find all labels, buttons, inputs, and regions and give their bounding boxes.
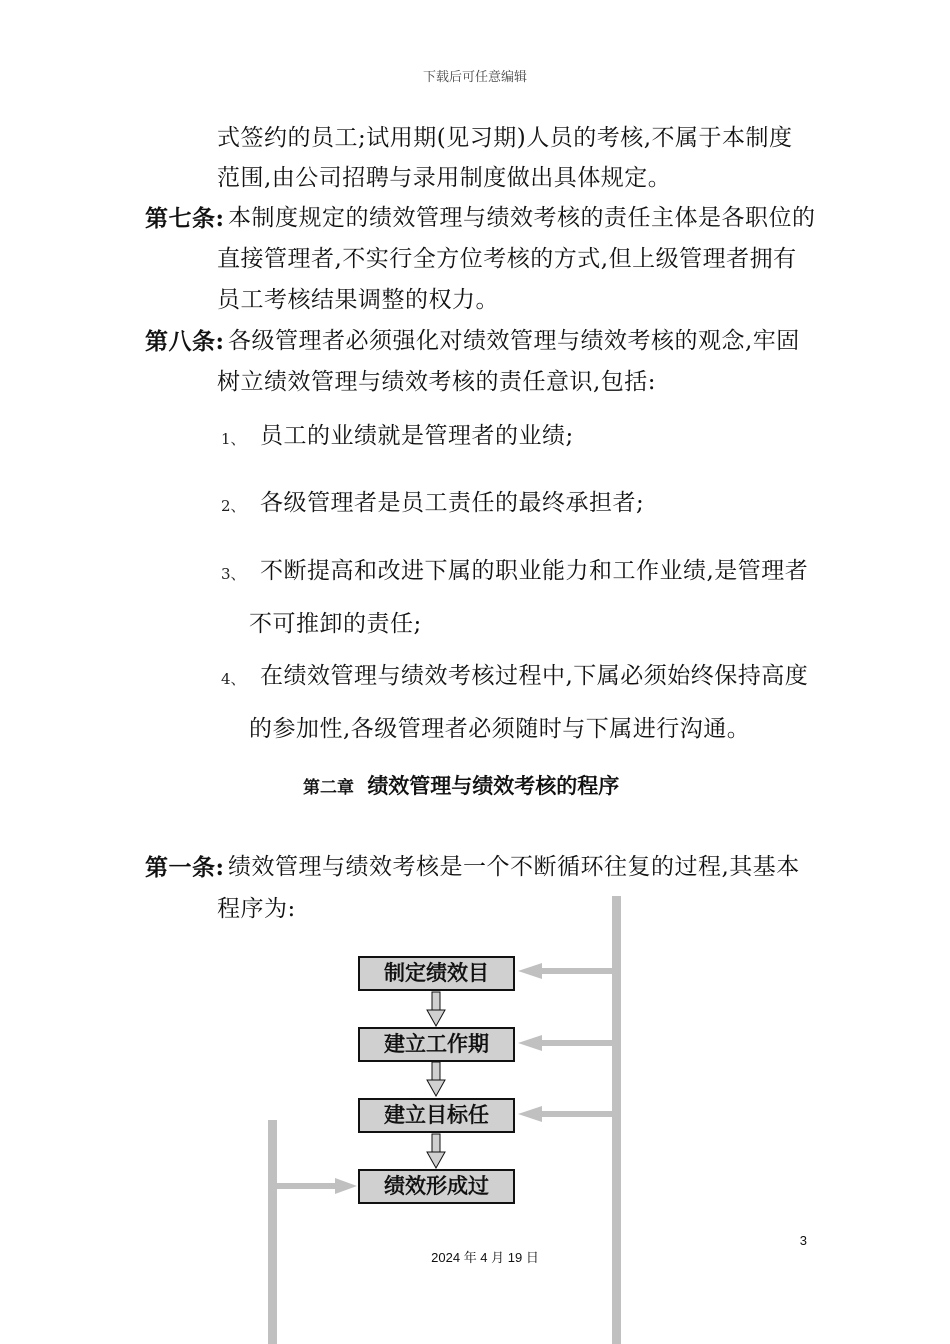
page-header: 下载后可任意编辑 bbox=[422, 70, 527, 85]
list-item: 员工的业绩就是管理者的业绩; bbox=[260, 423, 574, 449]
paragraph-line: 式签约的员工;试用期(见习期)人员的考核,不属于本制度 bbox=[217, 125, 793, 151]
list-number: 3、 bbox=[221, 565, 246, 583]
flow-step-1: 制定绩效目 bbox=[358, 956, 515, 991]
list-item: 各级管理者是员工责任的最终承担者; bbox=[260, 490, 645, 516]
list-number: 2、 bbox=[221, 497, 246, 515]
article-8-text: 树立绩效管理与绩效考核的责任意识,包括: bbox=[217, 369, 657, 395]
article-7-text: 员工考核结果调整的权力。 bbox=[217, 287, 499, 313]
footer-date: 2024 年 4 月 19 日 bbox=[431, 1250, 539, 1265]
list-item: 在绩效管理与绩效考核过程中,下属必须始终保持高度 bbox=[260, 663, 809, 689]
list-item: 不断提高和改进下属的职业能力和工作业绩,是管理者 bbox=[260, 558, 809, 584]
article-1-label: 第一条: bbox=[145, 854, 225, 881]
paragraph-line: 范围,由公司招聘与录用制度做出具体规定。 bbox=[217, 165, 672, 191]
article-8-label: 第八条: bbox=[145, 328, 225, 355]
article-7-label: 第七条: bbox=[145, 205, 225, 232]
list-number: 1、 bbox=[221, 430, 246, 448]
article-7-text: 本制度规定的绩效管理与绩效考核的责任主体是各职位的 bbox=[228, 205, 816, 231]
list-item: 不可推卸的责任; bbox=[249, 611, 422, 637]
article-7-text: 直接管理者,不实行全方位考核的方式,但上级管理者拥有 bbox=[217, 246, 797, 272]
page-number: 3 bbox=[799, 1233, 807, 1248]
article-1-text: 绩效管理与绩效考核是一个不断循环往复的过程,其基本 bbox=[228, 854, 800, 880]
arrow-left-icon bbox=[518, 1035, 613, 1051]
arrow-left-icon bbox=[518, 963, 613, 979]
arrow-down-icon bbox=[427, 1134, 445, 1168]
arrow-down-icon bbox=[427, 1062, 445, 1096]
arrow-down-icon bbox=[427, 992, 445, 1026]
article-8-text: 各级管理者必须强化对绩效管理与绩效考核的观念,牢固 bbox=[228, 328, 800, 354]
flow-step-3: 建立目标任 bbox=[358, 1098, 515, 1133]
list-number: 4、 bbox=[221, 670, 246, 688]
article-1-text: 程序为: bbox=[217, 896, 296, 922]
arrow-left-icon bbox=[518, 1106, 613, 1122]
feedback-line-left bbox=[268, 1120, 277, 1344]
arrow-right-icon bbox=[277, 1178, 357, 1194]
flow-step-2: 建立工作期 bbox=[358, 1027, 515, 1062]
flow-step-4: 绩效形成过 bbox=[358, 1169, 515, 1204]
feedback-line-right bbox=[612, 896, 621, 1344]
chapter-number: 第二章 bbox=[303, 778, 354, 798]
chapter-title: 绩效管理与绩效考核的程序 bbox=[367, 773, 620, 798]
list-item: 的参加性,各级管理者必须随时与下属进行沟通。 bbox=[249, 716, 751, 742]
